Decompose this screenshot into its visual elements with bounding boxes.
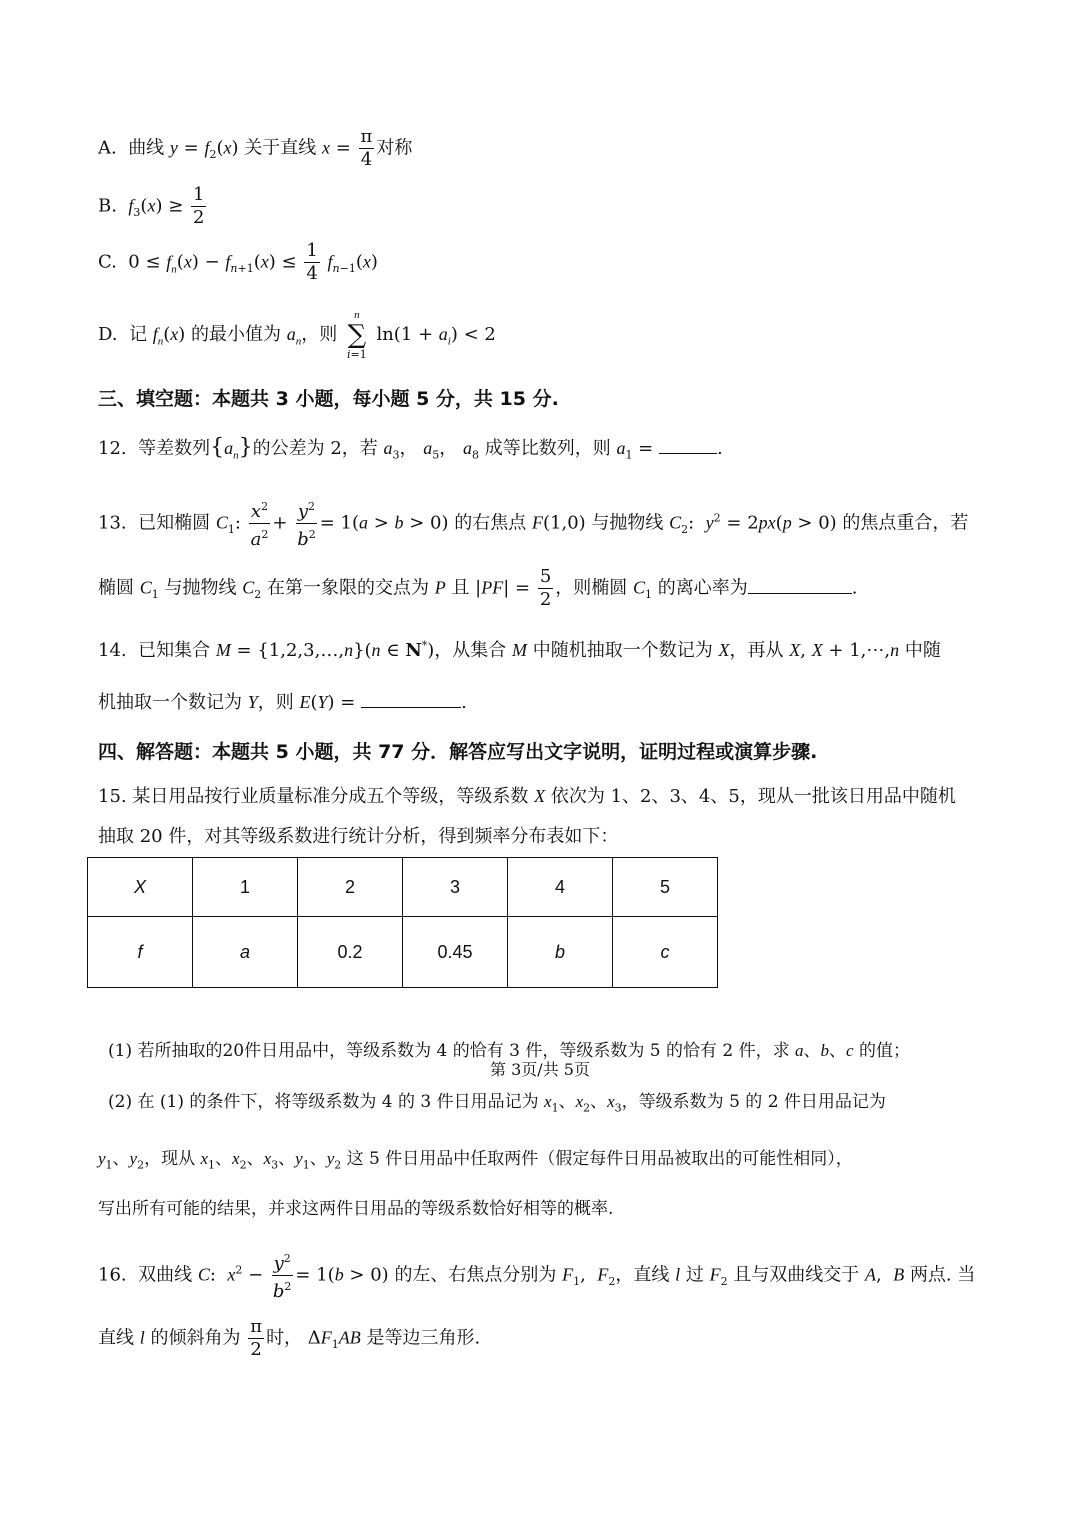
table-cell: 5 <box>613 858 718 917</box>
question-15-part-2-line-2: $y_1$、$y_2$，现从 $x_1$、$x_2$、$x_3$、$y_1$、$y_2$ 这 5 件日用品中任取两件（假定每件日用品被取出的可能性相同）， <box>98 1149 853 1172</box>
table-row <box>88 917 718 988</box>
question-14-line-2: 机抽取一个数记为 Y，则 E(Y) = . <box>98 689 467 716</box>
question-14-line-1: 14. 已知集合 M = {1,2,3,…,n}(n ∈ N*)，从集合 M 中随机抽取一个数记为 X，再从 X, X + 1,⋯,n 中随 <box>98 639 941 661</box>
question-13-line-2: 椭圆 $C_1$ 与抛物线 $C_2$ 在第一象限的交点为 P 且 |PF| = $\frac{5}{2}$ ，则椭圆 $C_1$ 的离心率为 . <box>98 566 858 610</box>
question-16-line-1: 16. 双曲线 C: $x^2$ − $\frac{y^2}{b^2}$ = 1(b > 0) 的左、右焦点分别为 $F_1$, $F_2$，直线 l 过 $F_2$ 且与双曲线交于 A, B 两点. 当 <box>98 1248 975 1303</box>
question-15-part-2-line-3: 写出所有可能的结果，并求这两件日用品的等级系数恰好相等的概率. <box>98 1199 614 1219</box>
table-cell: b <box>508 917 613 988</box>
option-b: B. $f_3(x)$ ≥ $\frac{1}{2}$ <box>98 184 205 228</box>
table-cell: 0.2 <box>298 917 403 988</box>
option-a: A. 曲线 $y = f_2(x)$ 关于直线 x = $\frac{\pi}{4}$ 对称 <box>98 126 413 170</box>
table-row <box>88 858 718 917</box>
table-cell: f <box>88 917 193 988</box>
frequency-table <box>87 857 718 988</box>
question-15-line-1: 15. 某日用品按行业质量标准分成五个等级，等级系数 X 依次为 1、2、3、4、5，现从一批该日用品中随机 <box>98 786 956 807</box>
section-3-heading: 三、填空题：本题共 3 小题，每小题 5 分，共 15 分. <box>98 388 559 410</box>
question-12: 12. 等差数列$\{a_n\}$的公差为 2，若 $a_3$， $a_5$， $a_8$ 成等比数列，则 $a_1$ = . <box>98 435 723 462</box>
table-cell: 3 <box>403 858 508 917</box>
question-16-line-2: 直线 l 的倾斜角为 $\frac{\pi}{2}$ 时， $\Delta F_1AB$ 是等边三角形. <box>98 1316 481 1360</box>
table-cell: 4 <box>508 858 613 917</box>
option-d: D. 记 $f_n(x)$ 的最小值为 $a_n$，则 n ∑ i=1 $\ln(1 + a_i) < 2$ <box>98 309 496 361</box>
table-cell: c <box>613 917 718 988</box>
question-13-line-1: 13. 已知椭圆 $C_1$: $\frac{x^2}{a^2}$ + $\frac{y^2}{b^2}$ = 1(a > b > 0) 的右焦点 F(1,0) 与抛物线 $C_2$: $y^2 = 2px(p > 0)$ 的焦点重合，若 <box>98 496 968 551</box>
table-cell: 1 <box>193 858 298 917</box>
question-15-part-2-line-1: (2) 在 (1) 的条件下，将等级系数为 4 的 3 件日用品记为 $x_1$、$x_2$、$x_3$，等级系数为 5 的 2 件日用品记为 <box>108 1092 886 1115</box>
table-cell: 2 <box>298 858 403 917</box>
table-cell: X <box>88 858 193 917</box>
question-15-line-2: 抽取 20 件，对其等级系数进行统计分析，得到频率分布表如下： <box>98 826 619 847</box>
table-cell: 0.45 <box>403 917 508 988</box>
table-cell: a <box>193 917 298 988</box>
section-4-heading: 四、解答题：本题共 5 小题，共 77 分．解答应写出文字说明，证明过程或演算步骤. <box>98 741 818 763</box>
question-15-part-1: (1) 若所抽取的20件日用品中，等级系数为 4 的恰有 3 件，等级系数为 5 的恰有 2 件，求 a、b、c 的值； <box>108 1041 910 1061</box>
page-footer: 第 3页/共 5页 <box>490 1060 590 1079</box>
option-c: C. $0 \le f_n(x) - f_{n+1}(x)$ ≤ $\frac{1}{4}$ $f_{n-1}(x)$ <box>98 240 378 284</box>
